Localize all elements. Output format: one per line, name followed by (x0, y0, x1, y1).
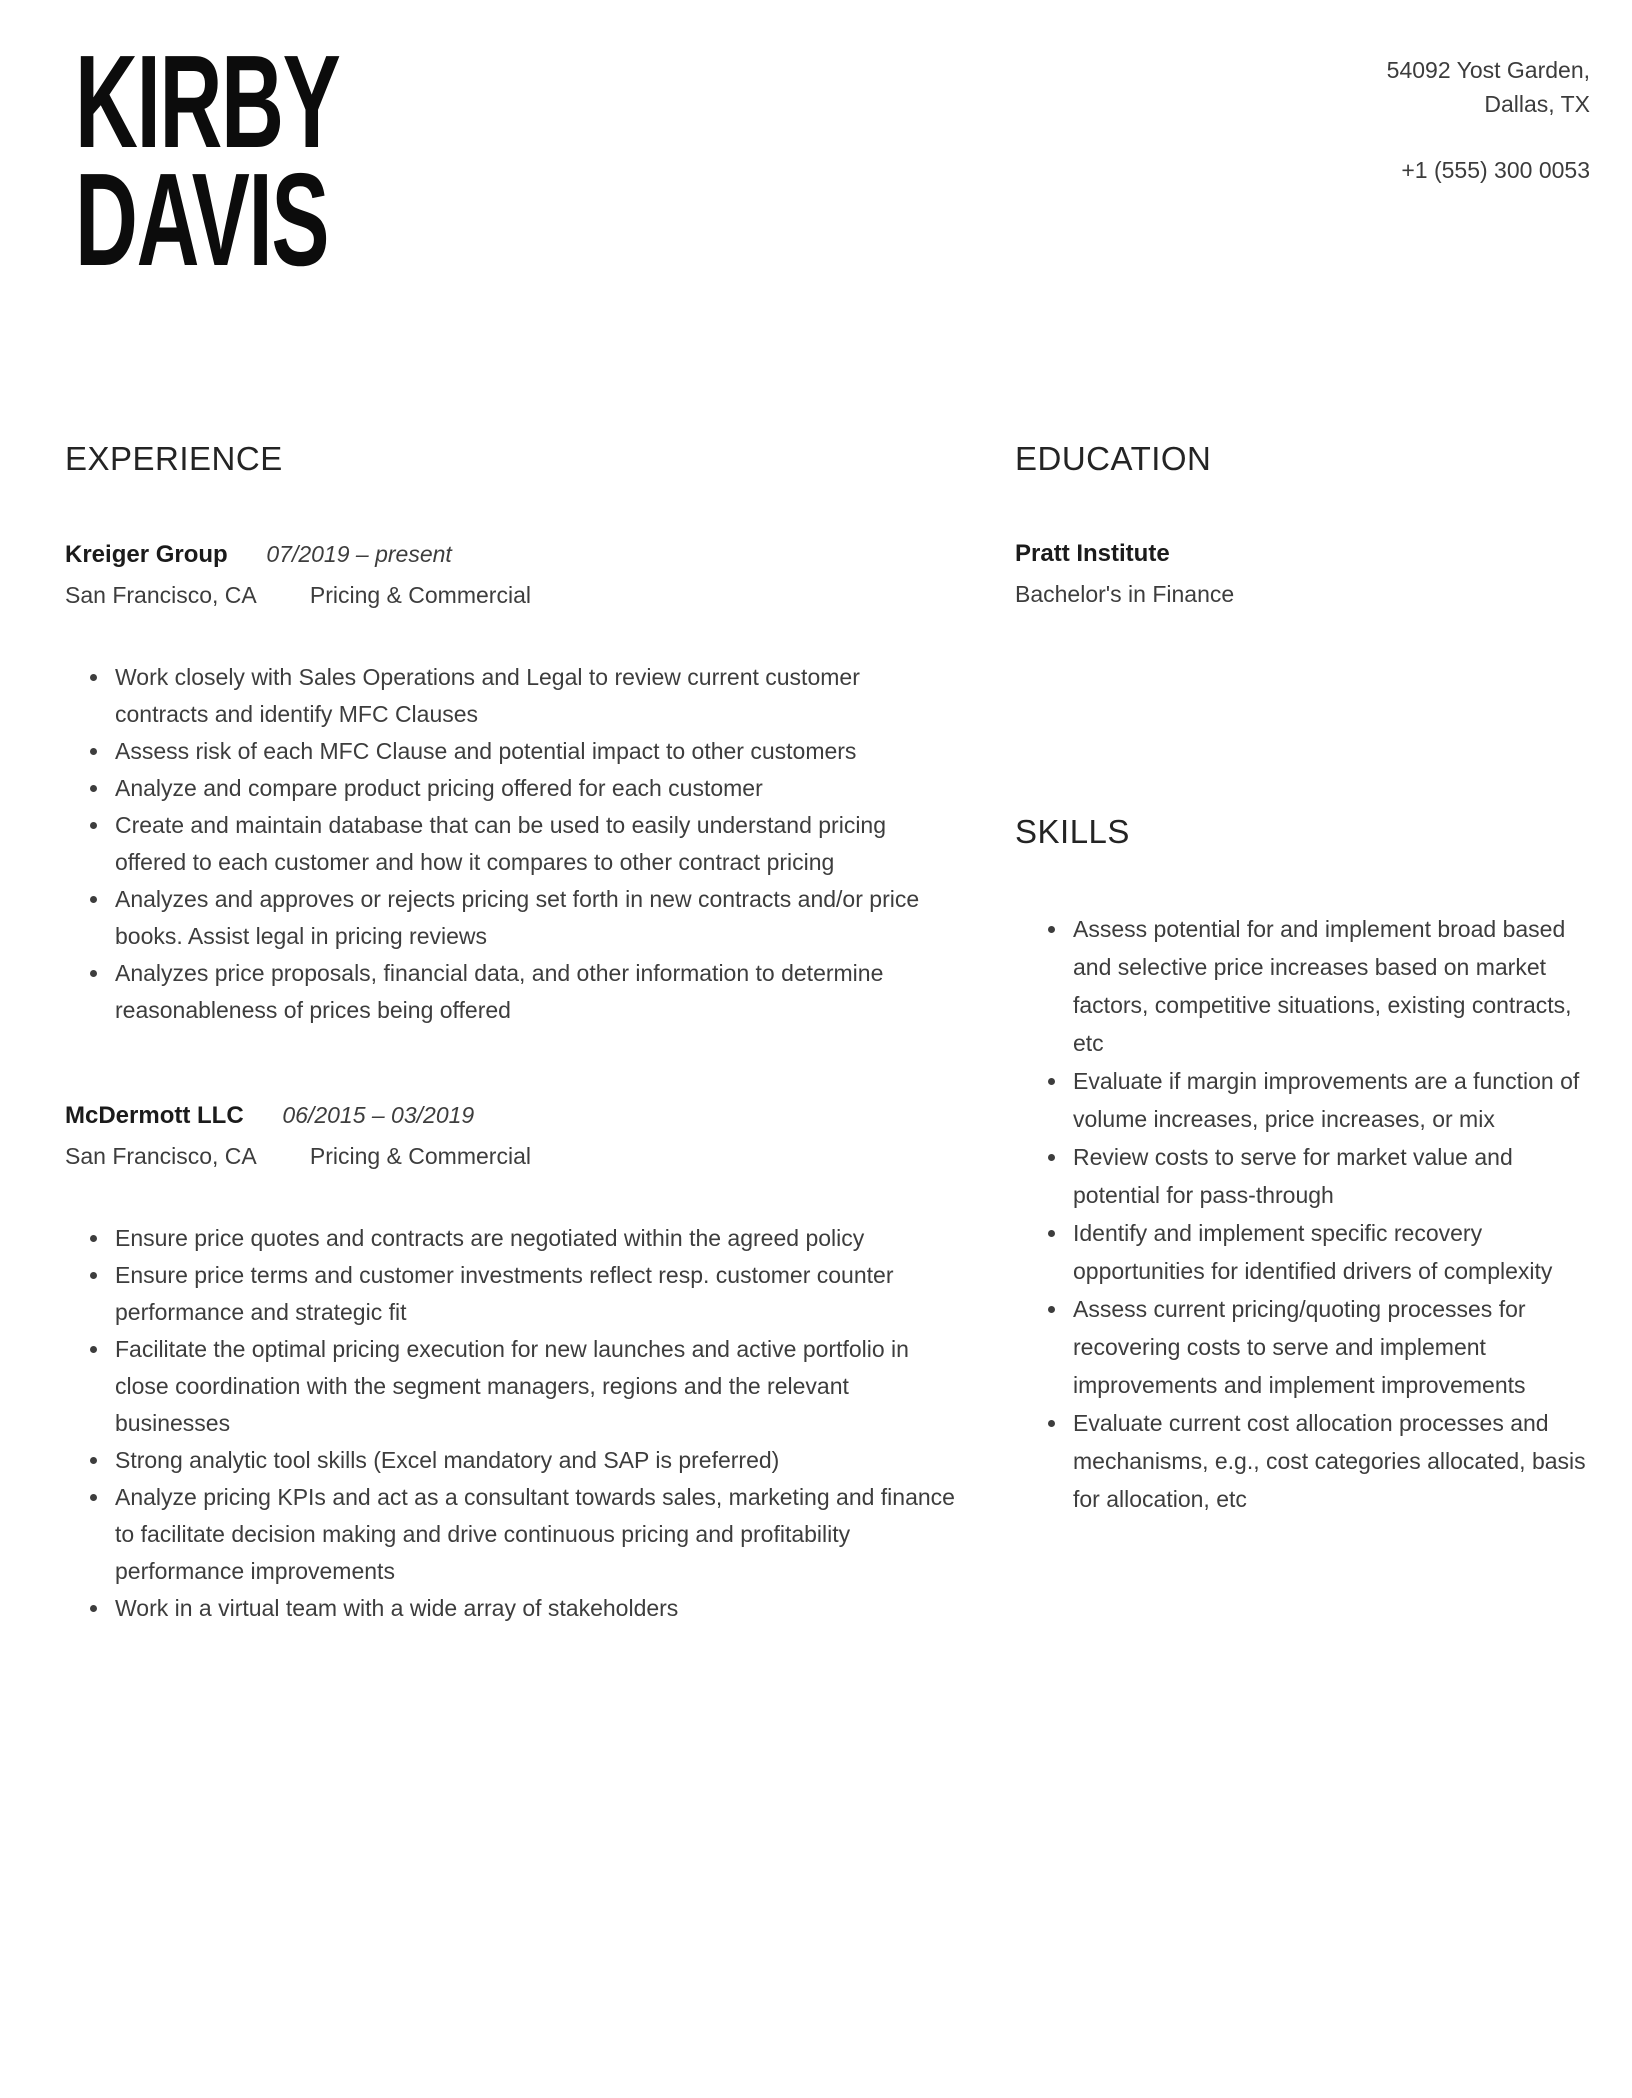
main-content (0, 439, 1632, 1627)
bullet-dot-icon (90, 1457, 97, 1464)
right-column (1015, 439, 1590, 1627)
phone-number: +1 (555) 300 0053 (1401, 157, 1590, 183)
job-bullets (65, 659, 955, 1029)
job-header (65, 534, 955, 575)
job-entry-mcdermott-llc (65, 1095, 955, 1627)
bullet-dot-icon (90, 822, 97, 829)
job-header (65, 1095, 955, 1136)
list-item: Assess risk of each MFC Clause and potential impact to other customers (65, 733, 955, 770)
bullet-dot-icon (90, 1605, 97, 1612)
list-item: Analyzes and approves or rejects pricing set forth in new contracts and/or price books. Assist legal in pricing reviews (65, 881, 955, 955)
list-item: Review costs to serve for market value and potential for pass-through (1015, 1138, 1590, 1214)
address-line-2: Dallas, TX (1484, 91, 1590, 117)
degree-name: Bachelor's in Finance (1015, 581, 1235, 607)
education-title: EDUCATION (1015, 440, 1212, 477)
name-last: DAVIS (75, 146, 329, 293)
name-first: KIRBY (75, 28, 340, 175)
bullet-dot-icon (90, 1272, 97, 1279)
header (0, 0, 1632, 293)
list-item: Analyze and compare product pricing offered for each customer (65, 770, 955, 807)
job-location: San Francisco, CA (65, 1143, 256, 1169)
skills-section (1015, 812, 1590, 1518)
bullet-dot-icon (1048, 1230, 1055, 1237)
job-bullets (65, 1220, 955, 1627)
bullet-dot-icon (1048, 1420, 1055, 1427)
job-division: Pricing & Commercial (309, 1143, 531, 1169)
list-item: Identify and implement specific recovery opportunities for identified drivers of complexity (1015, 1214, 1590, 1290)
school-name: Pratt Institute (1015, 540, 1170, 567)
list-item: Evaluate if margin improvements are a function of volume increases, price increases, or mix (1015, 1062, 1590, 1138)
list-item: Evaluate current cost allocation processes and mechanisms, e.g., cost categories allocated, basis for allocation, etc (1015, 1404, 1590, 1518)
job-entry-kreiger-group (65, 534, 955, 1029)
skills-title: SKILLS (1015, 813, 1130, 850)
bullet-dot-icon (90, 1346, 97, 1353)
bullet-dot-icon (1048, 1078, 1055, 1085)
experience-title: EXPERIENCE (65, 440, 283, 477)
bullet-dot-icon (1048, 926, 1055, 933)
list-item: Work in a virtual team with a wide array of stakeholders (65, 1590, 955, 1627)
list-item: Assess potential for and implement broad based and selective price increases based on market factors, competitive situations, existing contracts, etc (1015, 910, 1590, 1062)
company-name: McDermott LLC (65, 1102, 244, 1129)
list-item: Work closely with Sales Operations and Legal to review current customer contracts and identify MFC Clauses (65, 659, 955, 733)
job-division: Pricing & Commercial (309, 582, 531, 608)
company-name: Kreiger Group (65, 541, 228, 568)
bullet-dot-icon (90, 970, 97, 977)
list-item: Facilitate the optimal pricing execution for new launches and active portfolio in close coordination with the segment managers, regions and the relevant businesses (65, 1331, 955, 1442)
bullet-dot-icon (90, 896, 97, 903)
list-item: Create and maintain database that can be used to easily understand pricing offered to each customer and how it compares to other contract pricing (65, 807, 955, 881)
job-dates: 07/2019 – present (266, 541, 452, 567)
bullet-dot-icon (90, 1235, 97, 1242)
job-subheader (65, 1136, 955, 1176)
bullet-dot-icon (90, 748, 97, 755)
bullet-dot-icon (1048, 1154, 1055, 1161)
job-dates: 06/2015 – 03/2019 (282, 1102, 475, 1128)
list-item: Analyzes price proposals, financial data, and other information to determine reasonableness of prices being offered (65, 955, 955, 1029)
address-line-1: 54092 Yost Garden, (1386, 57, 1590, 83)
list-item: Ensure price quotes and contracts are negotiated within the agreed policy (65, 1220, 955, 1257)
job-subheader (65, 575, 955, 615)
bullet-dot-icon (90, 785, 97, 792)
list-item: Ensure price terms and customer investments reflect resp. customer counter performance and strategic fit (65, 1257, 955, 1331)
list-item: Assess current pricing/quoting processes for recovering costs to serve and implement improvements and implement improvements (1015, 1290, 1590, 1404)
candidate-name (75, 28, 476, 293)
education-section (1015, 439, 1590, 614)
contact-info (1387, 43, 1590, 187)
bullet-dot-icon (90, 1494, 97, 1501)
list-item: Strong analytic tool skills (Excel mandatory and SAP is preferred) (65, 1442, 955, 1479)
skills-bullets (1015, 910, 1590, 1518)
experience-section (65, 439, 955, 1627)
list-item: Analyze pricing KPIs and act as a consultant towards sales, marketing and finance to facilitate decision making and drive continuous pricing and profitability performance improvements (65, 1479, 955, 1590)
job-location: San Francisco, CA (65, 582, 256, 608)
bullet-dot-icon (1048, 1306, 1055, 1313)
bullet-dot-icon (90, 674, 97, 681)
